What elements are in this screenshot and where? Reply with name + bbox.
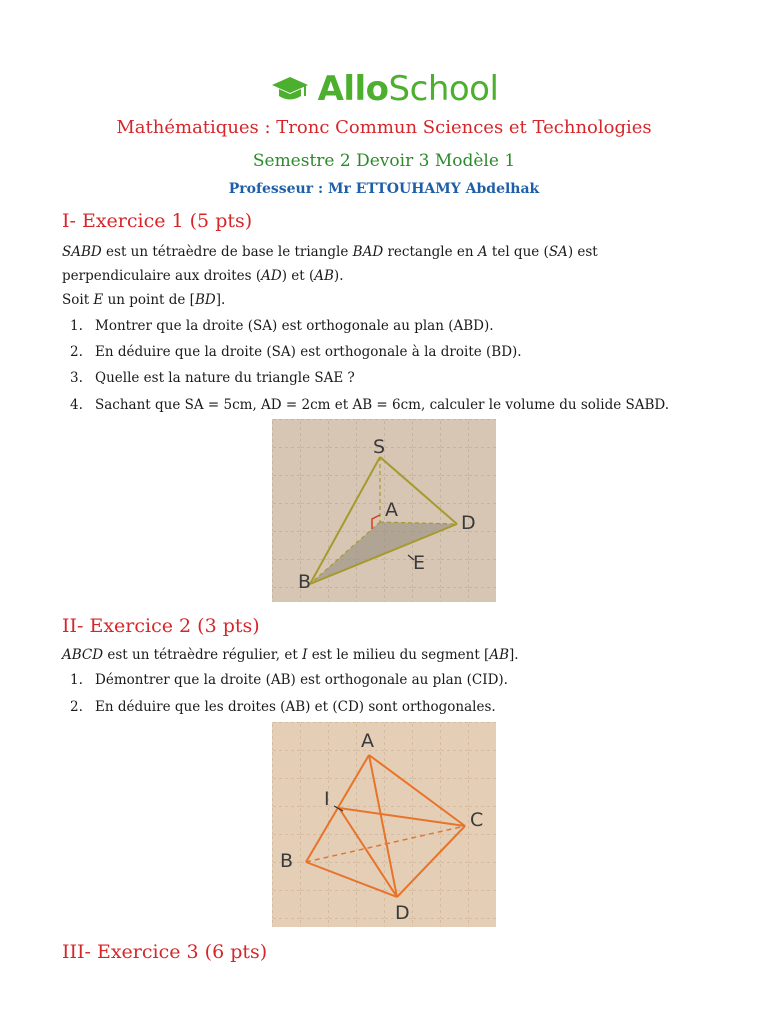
label-a: A <box>385 499 398 521</box>
label-i: I <box>324 788 330 810</box>
label-d: D <box>395 902 410 924</box>
exercise1-question-3: 3. Quelle est la nature du triangle SAE ? <box>70 370 355 386</box>
exercise1-statement: SABD est un tétraèdre de base le triangle BAD rectangle en A tel que (SA) est perpendiculaire aux droites (AD) et (AB). <box>62 244 598 284</box>
exercise1-question-4: 4. Sachant que SA = 5cm, AD = 2cm et AB = 6cm, calculer le volume du solide SABD. <box>70 397 670 413</box>
subject-title: Mathématiques : Tronc Commun Sciences et Technologies <box>116 117 652 138</box>
teacher-name: Professeur : Mr ETTOUHAMY Abdelhak <box>228 181 540 197</box>
exercise2-question-2: 2. En déduire que les droites (AB) et (CD) sont orthogonales. <box>70 699 496 715</box>
label-d: D <box>461 512 476 534</box>
exercise2-question-1: 1. Démontrer que la droite (AB) est orthogonale au plan (CID). <box>70 672 508 688</box>
graduation-cap-icon <box>270 74 310 104</box>
exercise2-tetrahedron-figure <box>272 722 496 927</box>
label-b: B <box>298 571 312 593</box>
exercise1-tetrahedron-figure <box>272 419 496 602</box>
exercise1-question-1: 1. Montrer que la droite (SA) est orthogonale au plan (ABD). <box>70 318 494 334</box>
label-c: C <box>470 809 484 831</box>
exercise1-question-2: 2. En déduire que la droite (SA) est orthogonale à la droite (BD). <box>70 344 522 360</box>
label-s: S <box>373 436 386 458</box>
label-a: A <box>361 730 374 752</box>
alloschool-logo <box>0 66 768 112</box>
label-e: E <box>413 552 426 574</box>
logo-text: AlloSchool <box>317 69 499 109</box>
exercise2-statement: ABCD est un tétraèdre régulier, et I est le milieu du segment [AB]. <box>62 647 519 663</box>
label-b: B <box>280 850 294 872</box>
exercise1-point-e: Soit E un point de [BD]. <box>62 292 226 308</box>
exercise2-title: II- Exercice 2 (3 pts) <box>62 615 260 637</box>
exercise1-title: I- Exercice 1 (5 pts) <box>62 210 253 232</box>
exercise3-title: III- Exercice 3 (6 pts) <box>62 941 268 963</box>
semester-title: Semestre 2 Devoir 3 Modèle 1 <box>252 151 516 171</box>
